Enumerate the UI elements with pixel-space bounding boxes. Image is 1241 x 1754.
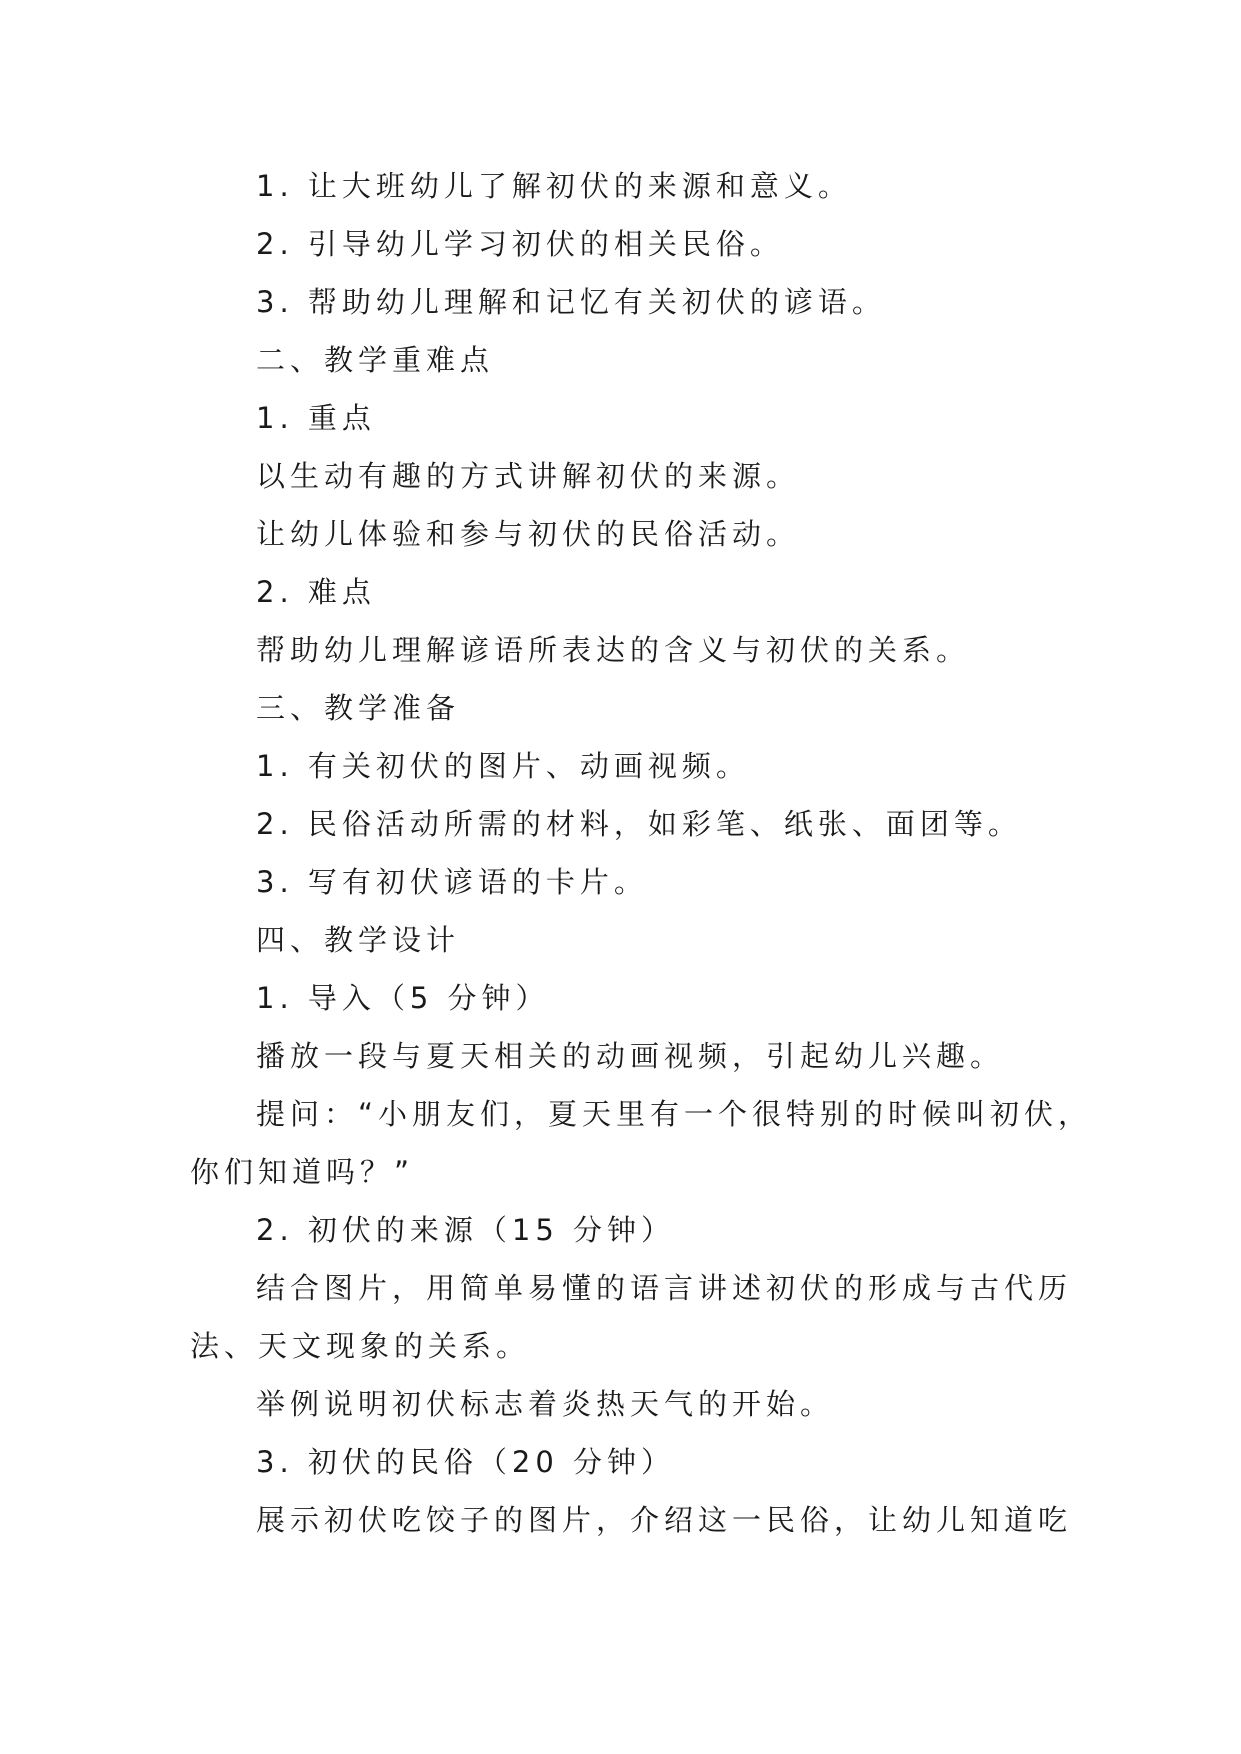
objective-line-2: 2. 引导幼儿学习初伏的相关民俗。	[256, 227, 784, 261]
difficulty-line-1: 帮助幼儿理解谚语所表达的含义与初伏的关系。	[256, 633, 971, 667]
section-heading-key-points: 二、教学重难点	[256, 343, 495, 377]
preparation-line-3: 3. 写有初伏谚语的卡片。	[256, 865, 648, 899]
origin-line-1: 结合图片，用简单易懂的语言讲述初伏的形成与古代历	[256, 1271, 1073, 1305]
preparation-line-1: 1. 有关初伏的图片、动画视频。	[256, 749, 750, 783]
section-heading-preparation: 三、教学准备	[256, 691, 461, 725]
origin-line-2: 举例说明初伏标志着炎热天气的开始。	[256, 1387, 835, 1421]
objective-line-3: 3. 帮助幼儿理解和记忆有关初伏的谚语。	[256, 285, 886, 319]
focus-line-2: 让幼儿体验和参与初伏的民俗活动。	[256, 517, 801, 551]
subheading-customs: 3. 初伏的民俗（20 分钟）	[256, 1445, 676, 1479]
subheading-intro: 1. 导入（5 分钟）	[256, 981, 550, 1015]
subheading-difficulty: 2. 难点	[256, 575, 376, 609]
subheading-origin: 2. 初伏的来源（15 分钟）	[256, 1213, 676, 1247]
focus-line-1: 以生动有趣的方式讲解初伏的来源。	[256, 459, 801, 493]
objective-line-1: 1. 让大班幼儿了解初伏的来源和意义。	[256, 169, 852, 203]
intro-line-2: 提问：“小朋友们，夏天里有一个很特别的时候叫初伏，	[256, 1097, 1093, 1131]
section-heading-design: 四、教学设计	[256, 923, 461, 957]
origin-line-1-continued: 法、天文现象的关系。	[190, 1329, 531, 1363]
customs-line-1: 展示初伏吃饺子的图片，介绍这一民俗，让幼儿知道吃	[256, 1503, 1073, 1537]
preparation-line-2: 2. 民俗活动所需的材料，如彩笔、纸张、面团等。	[256, 807, 1022, 841]
subheading-focus: 1. 重点	[256, 401, 376, 435]
intro-line-1: 播放一段与夏天相关的动画视频，引起幼儿兴趣。	[256, 1039, 1005, 1073]
intro-line-2-continued: 你们知道吗？”	[190, 1155, 415, 1189]
